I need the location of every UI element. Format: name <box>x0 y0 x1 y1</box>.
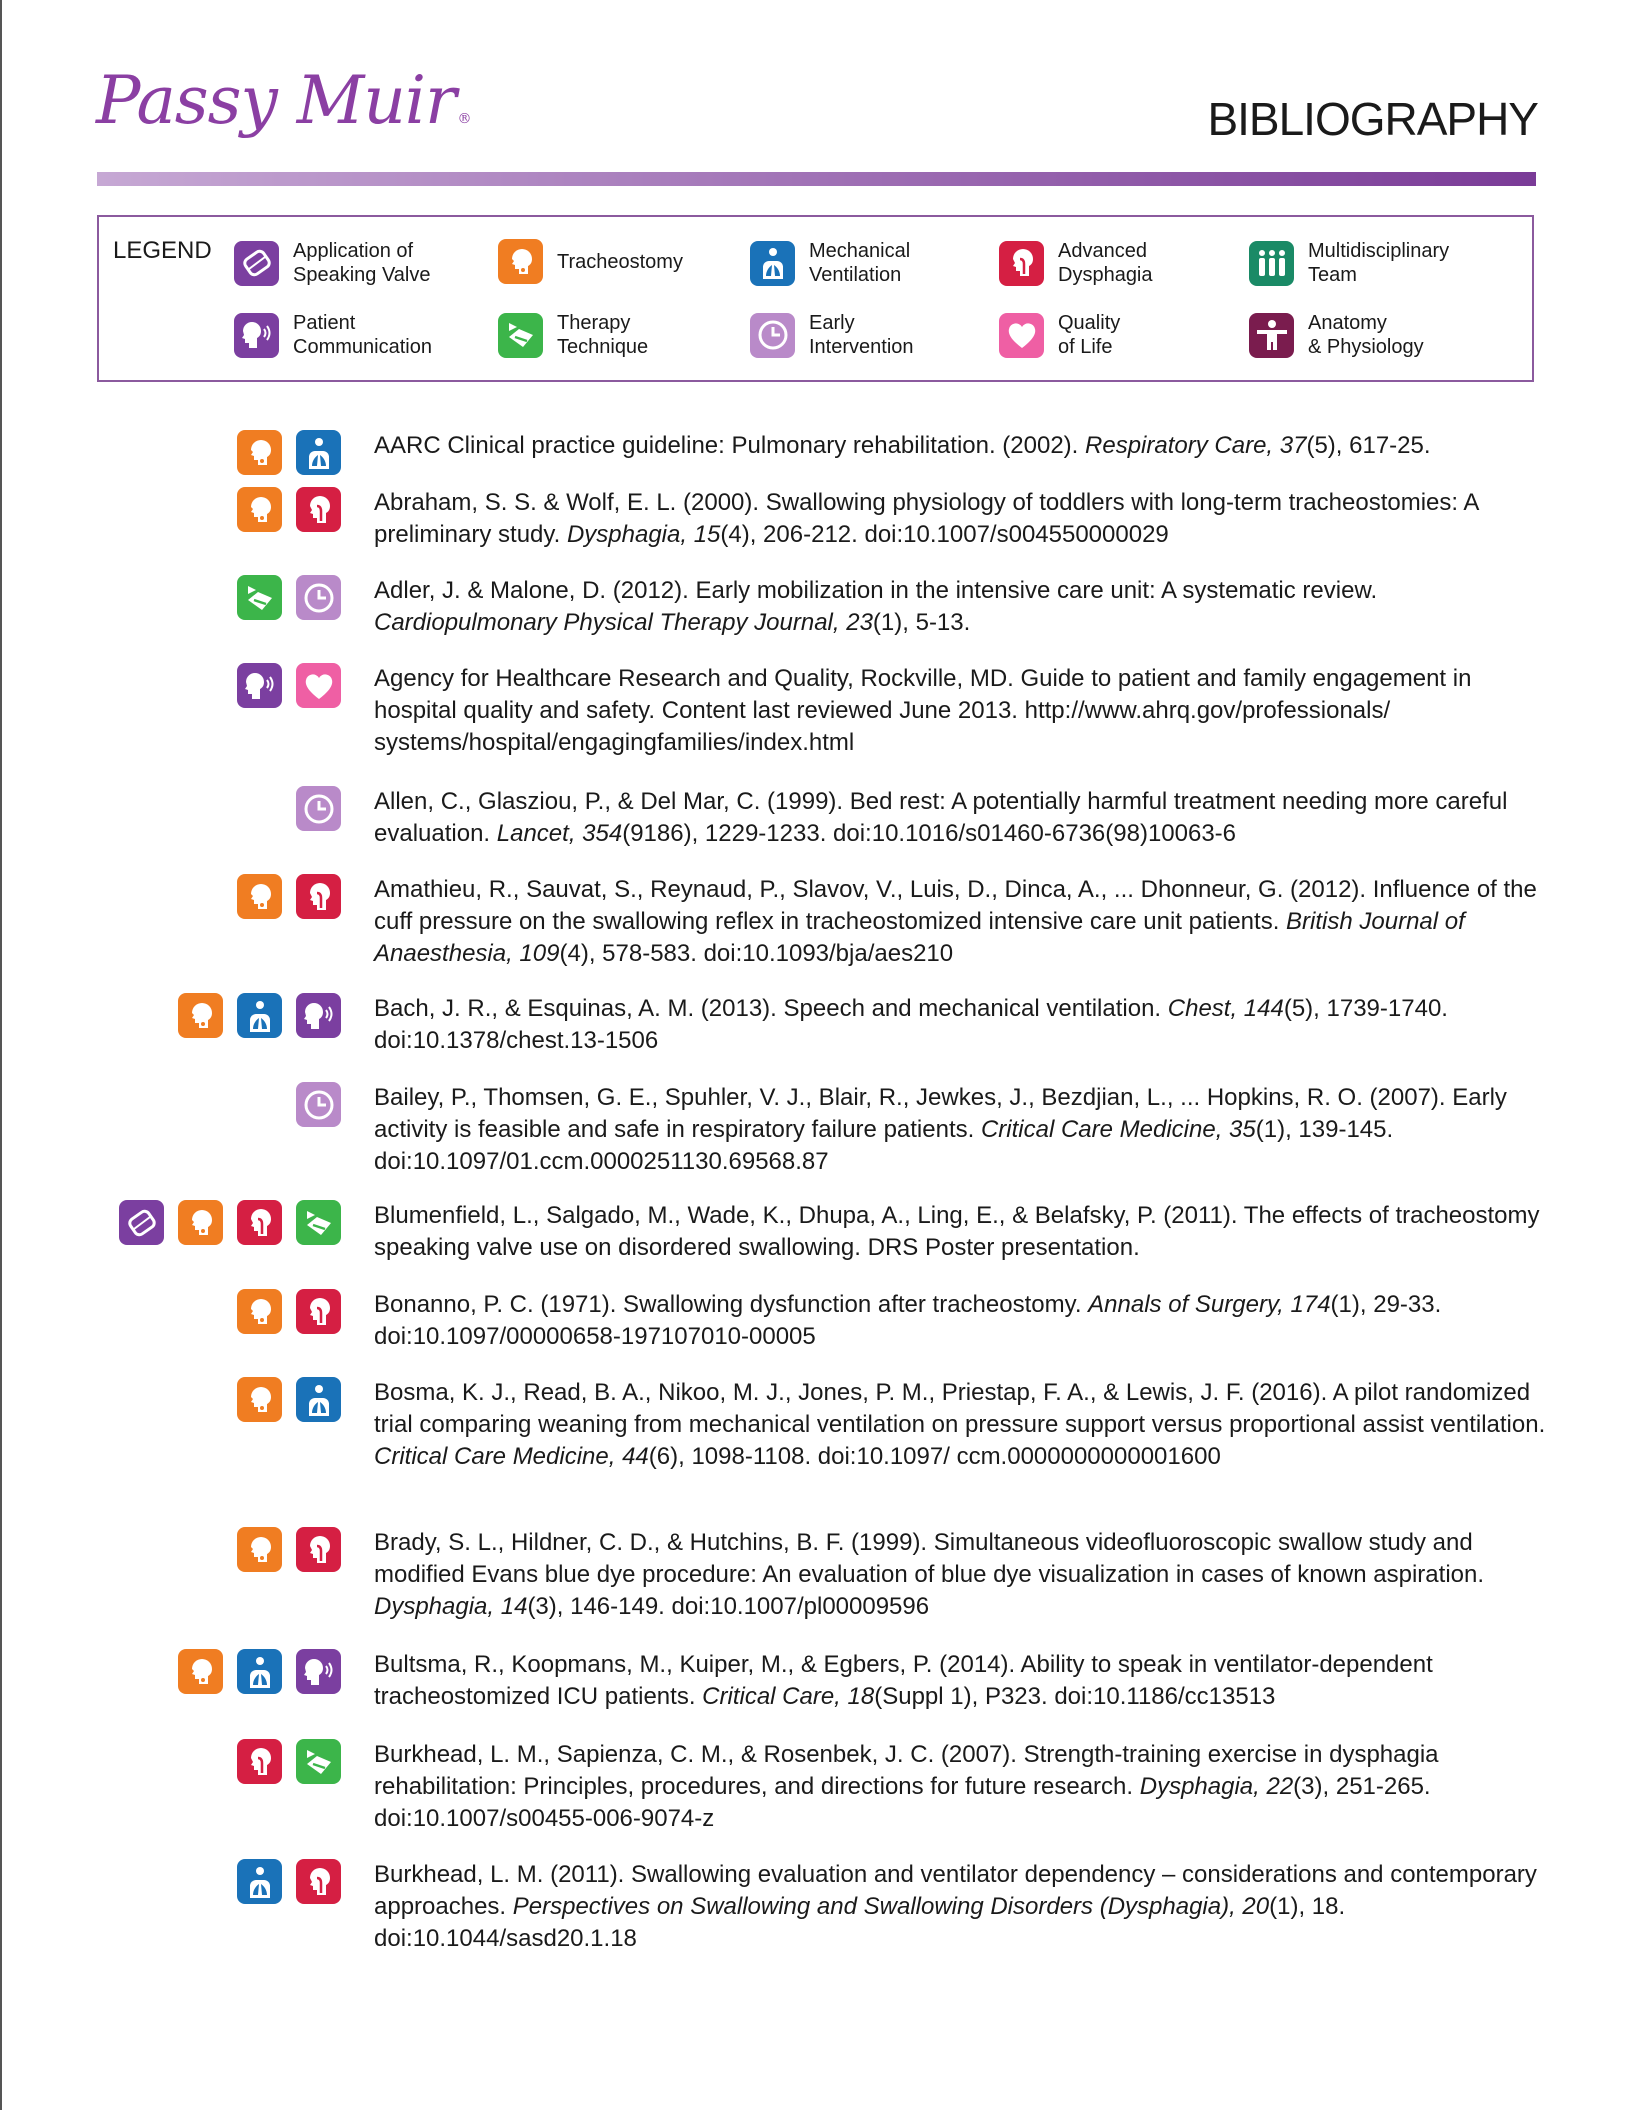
legend-item-advanced-dysphagia <box>999 239 1153 287</box>
entry-category-icons <box>237 1377 341 1422</box>
clock-icon-glyph <box>755 317 791 353</box>
passy-muir-logo: Passy Muir ® <box>96 62 471 139</box>
therapy-icon <box>237 575 282 620</box>
legend-label: Anatomy & Physiology <box>1308 312 1424 358</box>
team-icon <box>1249 241 1294 286</box>
communication-icon-glyph <box>301 998 337 1034</box>
citation-text <box>374 1082 1554 1178</box>
mechanical-ventilation-icon-glyph <box>242 1864 278 1900</box>
entry-category-icons <box>119 1200 341 1245</box>
header-gradient-bar <box>97 172 1536 186</box>
citation-journal: Cardiopulmonary Physical Therapy Journal, 23 <box>374 609 873 636</box>
therapy-icon <box>296 1739 341 1784</box>
legend-label: Multidisciplinary Team <box>1308 240 1450 286</box>
citation-segment: Bailey, P., Thomsen, G. E., Spuhler, V. J., Blair, R., Jewkes, J., Bezdjian, L., ... Hopkins, R. O. (2007). Early activity is feasible and safe in respiratory failure patients. <box>374 1084 1507 1143</box>
citation-segment: (1), 5-13. <box>872 609 971 636</box>
citation-segment: (3), 251-265. doi:10.1007/s00455-006-9074-z <box>374 1773 1431 1832</box>
therapy-icon-glyph <box>242 580 278 616</box>
citation-text <box>374 993 1554 1057</box>
entry-category-icons <box>237 874 341 919</box>
legend-box <box>97 215 1534 382</box>
heart-icon <box>296 663 341 708</box>
citation-text <box>374 1377 1554 1473</box>
citation-segment: Burkhead, L. M., Sapienza, C. M., & Rosenbek, J. C. (2007). Strength-training exercise in dysphagia rehabilitation: Principles, procedures, and directions for future research. <box>374 1741 1439 1800</box>
speaking-valve-icon-glyph <box>239 245 275 281</box>
citation-journal: Critical Care Medicine, 35 <box>980 1116 1256 1143</box>
dysphagia-icon-glyph <box>242 1205 278 1241</box>
legend-label: Quality of Life <box>1058 312 1121 358</box>
citation-segment: Bultsma, R., Koopmans, M., Kuiper, M., & Egbers, P. (2014). Ability to speak in ventilator-dependent tracheostomized ICU patients. <box>374 1651 1433 1710</box>
citation-segment: (9186), 1229-1233. doi:10.1016/s01460-6736(98)10063-6 <box>622 820 1237 847</box>
speaking-valve-icon <box>234 241 279 286</box>
anatomy-icon-glyph <box>1254 317 1290 353</box>
tracheostomy-icon <box>178 993 223 1038</box>
entry-category-icons <box>178 993 341 1038</box>
dysphagia-icon <box>296 874 341 919</box>
legend-title: LEGEND <box>113 237 212 264</box>
citation-journal: Perspectives on Swallowing and Swallowing Disorders (Dysphagia), 20 <box>512 1893 1270 1920</box>
entry-category-icons <box>237 1289 341 1334</box>
mechanical-ventilation-icon <box>237 993 282 1038</box>
citation-segment: (4), 578-583. doi:10.1093/bja/aes210 <box>559 940 954 967</box>
mechanical-ventilation-icon <box>237 1859 282 1904</box>
communication-icon <box>296 1649 341 1694</box>
entry-category-icons <box>237 1859 341 1904</box>
clock-icon <box>296 786 341 831</box>
therapy-icon <box>498 313 543 358</box>
citation-segment: Bonanno, P. C. (1971). Swallowing dysfunction after tracheostomy. <box>374 1291 1089 1318</box>
citation-segment: Agency for Healthcare Research and Quality, Rockville, MD. Guide to patient and family engagement in hospital quality and safety. Content last reviewed June 2013. http://www.ahrq.gov/professionals/ systems/hospital/engagingfamilies/index.html <box>374 665 1472 756</box>
mechanical-ventilation-icon-glyph <box>755 245 791 281</box>
citation-segment: (3), 146-149. doi:10.1007/pl00009596 <box>527 1593 930 1620</box>
clock-icon-glyph <box>301 580 337 616</box>
tracheostomy-icon <box>498 239 543 284</box>
legend-item-speaking-valve <box>234 239 431 287</box>
citation-segment: (1), 18. doi:10.1044/sasd20.1.18 <box>374 1893 1346 1952</box>
clock-icon <box>750 313 795 358</box>
legend-label: Advanced Dysphagia <box>1058 240 1153 286</box>
entry-category-icons <box>237 1527 341 1572</box>
citation-segment: (1), 139-145. doi:10.1097/01.ccm.0000251130.69568.87 <box>374 1116 1394 1175</box>
communication-icon <box>234 313 279 358</box>
legend-item-early-intervention <box>750 311 914 359</box>
entry-category-icons <box>237 1739 341 1784</box>
tracheostomy-icon <box>237 1289 282 1334</box>
clock-icon <box>296 575 341 620</box>
citation-segment: AARC Clinical practice guideline: Pulmonary rehabilitation. (2002). <box>374 432 1086 459</box>
citation-text <box>374 786 1554 850</box>
citation-segment: (5), 617-25. <box>1306 432 1431 459</box>
citation-segment: Burkhead, L. M. (2011). Swallowing evaluation and ventilator dependency – considerations and contemporary approaches. <box>374 1861 1537 1920</box>
citation-segment: Amathieu, R., Sauvat, S., Reynaud, P., Slavov, V., Luis, D., Dinca, A., ... Dhonneur, G. (2012). Influence of the cuff pressure on the swallowing reflex in tracheostomized intensive care unit patients. <box>374 876 1537 935</box>
legend-item-multidisciplinary-team <box>1249 239 1449 287</box>
tracheostomy-icon-glyph <box>183 1654 219 1690</box>
citation-segment: Bach, J. R., & Esquinas, A. M. (2013). Speech and mechanical ventilation. <box>374 995 1168 1022</box>
dysphagia-icon-glyph <box>301 879 337 915</box>
communication-icon-glyph <box>239 317 275 353</box>
mechanical-ventilation-icon <box>296 430 341 475</box>
tracheostomy-icon-glyph <box>242 435 278 471</box>
page-left-edge <box>0 0 2 2110</box>
citation-text <box>374 1739 1554 1835</box>
clock-icon <box>296 1082 341 1127</box>
legend-label: Therapy Technique <box>557 312 649 358</box>
speaking-valve-icon-glyph <box>124 1205 160 1241</box>
dysphagia-icon-glyph <box>301 1532 337 1568</box>
citation-journal: Lancet, 354 <box>496 820 623 847</box>
legend-item-quality-of-life <box>999 311 1120 359</box>
entry-category-icons <box>237 575 341 620</box>
mechanical-ventilation-icon <box>237 1649 282 1694</box>
page-title: BIBLIOGRAPHY <box>1207 93 1538 145</box>
citation-text <box>374 487 1554 551</box>
citation-text <box>374 1859 1554 1955</box>
citation-journal: Dysphagia, 15 <box>566 521 721 548</box>
citation-segment: Bosma, K. J., Read, B. A., Nikoo, M. J., Jones, P. M., Priestap, F. A., & Lewis, J. F. (2016). A pilot randomized trial comparing weaning from mechanical ventilation on pressure support versus proportional assist ventilation. <box>374 1379 1546 1438</box>
communication-icon-glyph <box>242 668 278 704</box>
citation-text <box>374 1527 1554 1623</box>
legend-item-tracheostomy <box>498 239 683 284</box>
anatomy-icon <box>1249 313 1294 358</box>
legend-label: Mechanical Ventilation <box>809 240 911 286</box>
team-icon-glyph <box>1254 245 1290 281</box>
citation-text <box>374 430 1554 462</box>
citation-journal: Critical Care, 18 <box>702 1683 875 1710</box>
dysphagia-icon <box>296 1527 341 1572</box>
clock-icon-glyph <box>301 791 337 827</box>
dysphagia-icon <box>237 1739 282 1784</box>
communication-icon <box>296 993 341 1038</box>
heart-icon-glyph <box>1004 317 1040 353</box>
dysphagia-icon <box>296 1859 341 1904</box>
entry-category-icons <box>296 1082 341 1127</box>
citation-text <box>374 874 1554 970</box>
tracheostomy-icon <box>237 430 282 475</box>
mechanical-ventilation-icon <box>296 1377 341 1422</box>
citation-journal: British Journal of Anaesthesia, 109 <box>374 908 1465 967</box>
entry-category-icons <box>237 663 341 708</box>
heart-icon-glyph <box>301 668 337 704</box>
citation-segment: (5), 1739-1740. doi:10.1378/chest.13-1506 <box>374 995 1448 1054</box>
citation-segment: Allen, C., Glasziou, P., & Del Mar, C. (1999). Bed rest: A potentially harmful treatment needing more careful evaluation. <box>374 788 1508 847</box>
therapy-icon-glyph <box>503 317 539 353</box>
citation-segment: Abraham, S. S. & Wolf, E. L. (2000). Swallowing physiology of toddlers with long-term tracheostomies: A preliminary study. <box>374 489 1479 548</box>
legend-item-therapy-technique <box>498 311 648 359</box>
mechanical-ventilation-icon <box>750 241 795 286</box>
communication-icon-glyph <box>301 1654 337 1690</box>
dysphagia-icon-glyph <box>301 1294 337 1330</box>
citation-text <box>374 1200 1554 1264</box>
citation-segment: Blumenfield, L., Salgado, M., Wade, K., Dhupa, A., Ling, E., & Belafsky, P. (2011). The effects of tracheostomy speaking valve use on disordered swallowing. DRS Poster presentation. <box>374 1202 1540 1261</box>
citation-segment: Adler, J. & Malone, D. (2012). Early mobilization in the intensive care unit: A systematic review. <box>374 577 1378 604</box>
tracheostomy-icon <box>237 487 282 532</box>
citation-text <box>374 1289 1554 1353</box>
mechanical-ventilation-icon-glyph <box>242 998 278 1034</box>
tracheostomy-icon-glyph <box>242 879 278 915</box>
tracheostomy-icon-glyph <box>242 1294 278 1330</box>
citation-journal: Dysphagia, 22 <box>1139 1773 1294 1800</box>
entry-category-icons <box>237 430 341 475</box>
citation-journal: Critical Care Medicine, 44 <box>374 1443 649 1470</box>
entry-category-icons <box>296 786 341 831</box>
citation-journal: Annals of Surgery, 174 <box>1088 1291 1331 1318</box>
tracheostomy-icon-glyph <box>183 1205 219 1241</box>
legend-item-anatomy-physiology <box>1249 311 1424 359</box>
dysphagia-icon <box>237 1200 282 1245</box>
therapy-icon-glyph <box>301 1205 337 1241</box>
dysphagia-icon <box>296 487 341 532</box>
tracheostomy-icon <box>178 1649 223 1694</box>
citation-segment: (1), 29-33. doi:10.1097/00000658-197107010-00005 <box>374 1291 1442 1350</box>
entry-category-icons <box>237 487 341 532</box>
dysphagia-icon-glyph <box>301 1864 337 1900</box>
legend-label: Application of Speaking Valve <box>293 240 431 286</box>
tracheostomy-icon <box>178 1200 223 1245</box>
mechanical-ventilation-icon-glyph <box>242 1654 278 1690</box>
dysphagia-icon <box>999 241 1044 286</box>
legend-label: Tracheostomy <box>557 250 683 273</box>
communication-icon <box>237 663 282 708</box>
legend-label: Early Intervention <box>809 312 914 358</box>
tracheostomy-icon <box>237 1527 282 1572</box>
dysphagia-icon <box>296 1289 341 1334</box>
clock-icon-glyph <box>301 1087 337 1123</box>
legend-item-mechanical-ventilation <box>750 239 910 287</box>
citation-journal: Respiratory Care, 37 <box>1085 432 1307 459</box>
tracheostomy-icon-glyph <box>242 1532 278 1568</box>
dysphagia-icon-glyph <box>1004 245 1040 281</box>
mechanical-ventilation-icon-glyph <box>301 435 337 471</box>
tracheostomy-icon <box>237 874 282 919</box>
citation-segment: Brady, S. L., Hildner, C. D., & Hutchins, B. F. (1999). Simultaneous videofluoroscopic swallow study and modified Evans blue dye procedure: An evaluation of blue dye visualization in cases of known aspiration. <box>374 1529 1485 1588</box>
citation-text <box>374 663 1554 759</box>
dysphagia-icon-glyph <box>242 1744 278 1780</box>
speaking-valve-icon <box>119 1200 164 1245</box>
citation-segment: (4), 206-212. doi:10.1007/s004550000029 <box>720 521 1169 548</box>
citation-segment: (6), 1098-1108. doi:10.1097/ ccm.0000000000001600 <box>648 1443 1221 1470</box>
citation-journal: Chest, 144 <box>1167 995 1284 1022</box>
dysphagia-icon-glyph <box>301 492 337 528</box>
citation-text <box>374 1649 1554 1713</box>
legend-item-patient-communication <box>234 311 432 359</box>
tracheostomy-icon-glyph <box>242 492 278 528</box>
tracheostomy-icon-glyph <box>503 244 539 280</box>
citation-text <box>374 575 1554 639</box>
legend-label: Patient Communication <box>293 312 432 358</box>
heart-icon <box>999 313 1044 358</box>
tracheostomy-icon-glyph <box>242 1382 278 1418</box>
therapy-icon-glyph <box>301 1744 337 1780</box>
tracheostomy-icon-glyph <box>183 998 219 1034</box>
entry-category-icons <box>178 1649 341 1694</box>
therapy-icon <box>296 1200 341 1245</box>
mechanical-ventilation-icon-glyph <box>301 1382 337 1418</box>
tracheostomy-icon <box>237 1377 282 1422</box>
citation-segment: (Suppl 1), P323. doi:10.1186/cc13513 <box>874 1683 1276 1710</box>
citation-journal: Dysphagia, 14 <box>374 1593 528 1620</box>
